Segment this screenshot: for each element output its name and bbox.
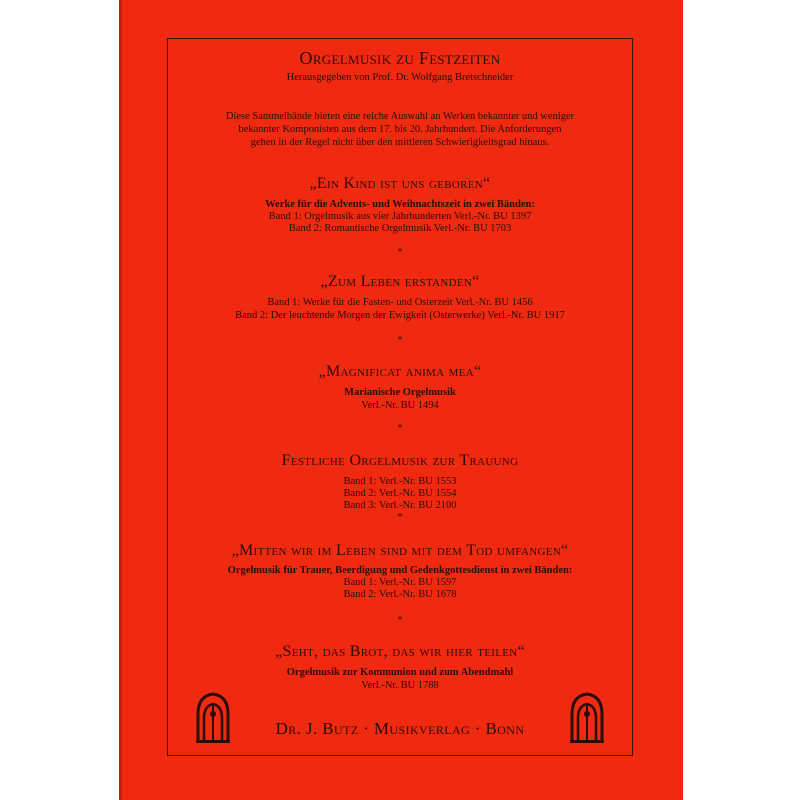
section-1-line-1: Band 1: Orgelmusik aus vier Jahrhunderten Verl.-Nr. BU 1397: [268, 211, 532, 222]
separator-2: *: [397, 335, 403, 346]
section-5-line-2: Band 2: Verl.-Nr. BU 1678: [343, 589, 457, 600]
section-4-line-2: Band 2: Verl.-Nr. BU 1554: [343, 488, 457, 499]
separator-5: *: [397, 615, 403, 626]
series-title: Orgelmusik zu Festzeiten: [299, 48, 501, 68]
separator-1: *: [397, 247, 403, 258]
intro-line-3: gehen in der Regel nicht über den mittleren Schwierigkeitsgrad hinaus.: [250, 137, 550, 148]
intro-line-2: bekannter Komponisten aus dem 17. bis 20. Jahrhundert. Die Anforderungen: [238, 124, 562, 135]
section-3-subtitle: Marianische Orgelmusik: [344, 387, 456, 398]
section-1-subtitle: Werke für die Advents- und Weihnachtszeit in zwei Bänden:: [265, 199, 535, 210]
intro-line-1: Diese Sammelbände bieten eine reiche Auswahl an Werken bekannter und weniger: [225, 111, 575, 122]
section-6-subtitle: Orgelmusik zur Kommunion und zum Abendmahl: [286, 667, 514, 678]
section-5-title: „Mitten wir im Leben sind mit dem Tod umfangen“: [231, 542, 569, 559]
section-1-title: „Ein Kind ist uns geboren“: [309, 175, 491, 192]
section-6-title: „Seht, das Brot, das wir hier teilen“: [275, 643, 525, 660]
section-4-line-3: Band 3: Verl.-Nr. BU 2100: [343, 500, 457, 511]
editor-line: Herausgegeben von Prof. Dr. Wolfgang Bretschneider: [286, 72, 514, 83]
section-5-subtitle: Orgelmusik für Trauer, Beerdigung und Gedenkgottesdienst in zwei Bänden:: [227, 565, 573, 576]
section-2-title: „Zum Leben erstanden“: [320, 273, 480, 290]
section-3-line-1: Verl.-Nr. BU 1494: [361, 400, 439, 411]
publisher-footer: Dr. J. Butz · Musikverlag · Bonn: [275, 719, 525, 738]
section-4-line-1: Band 1: Verl.-Nr. BU 1553: [343, 476, 457, 487]
section-4-title: Festliche Orgelmusik zur Trauung: [281, 452, 519, 469]
section-3-title: „Magnificat anima mea“: [318, 363, 482, 380]
section-2-line-2: Band 2: Der leuchtende Morgen der Ewigkeit (Osterwerke) Verl.-Nr. BU 1917: [235, 310, 565, 321]
section-5-line-1: Band 1: Verl.-Nr. BU 1597: [343, 577, 457, 588]
section-2-line-1: Band 1: Werke für die Fasten- und Osterzeit Verl.-Nr. BU 1456: [267, 297, 533, 308]
section-1-line-2: Band 2: Romantische Orgelmusik Verl.-Nr. BU 1703: [288, 223, 512, 234]
section-6-line-1: Verl.-Nr. BU 1788: [361, 680, 439, 691]
separator-3: *: [397, 423, 403, 434]
separator-4: *: [397, 512, 403, 523]
